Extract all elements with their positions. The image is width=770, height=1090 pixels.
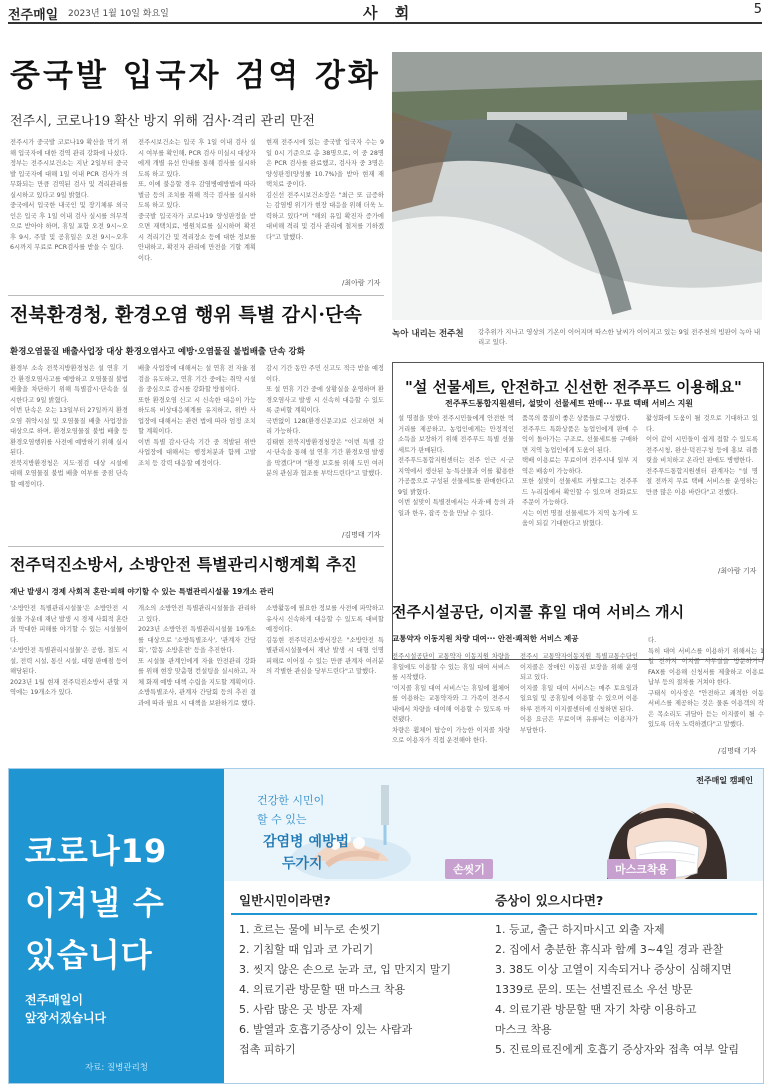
article2-subhead: 환경오염물질 배출사업장 대상 환경오염사고 예방·오염물질 불법배출 단속 강화 [10, 347, 305, 357]
divider [8, 295, 384, 296]
article1-column: 현재 전주시에 있는 중국발 입국자 수는 9일 0시 기준으로 총 38명으로, 이 중 28명은 PCR 검사를 완료했고, 검사자 중 3명은 양성판정(양성률 10.7%)을 받아 현재 재택치료 중이다. 김신선 전주시보건소장은 "최근 또 급증하는 감염병 위기가 현장 대응을 위해 더욱 노력하고 있다"며 "해외 유입 확진자 증가에 대비해 격리 및 검사 관리에 철저를 기하겠다"고 말했다. [266, 139, 384, 241]
list-item: 6. 발열과 호흡기증상이 있는 사람과 [239, 1023, 413, 1036]
article5-subhead: 교통약자 이동지원 차량 대여··· 안전·쾌적한 서비스 제공 [392, 634, 579, 643]
photo-caption: 강추위가 지나고 영상의 기온이 이어지며 따스한 날씨가 이어지고 있는 9일 전주천의 빙판이 녹아 내리고 있다. [478, 328, 761, 346]
ad-headline: 감염병 예방법 [263, 834, 350, 850]
ad-tag-handwash: 손씻기 [445, 859, 493, 879]
list-item: 3. 씻지 않은 손으로 눈과 코, 입 만지지 말기 [239, 963, 451, 976]
list-item: 2. 집에서 충분한 휴식과 함께 3~4일 경과 관찰 [495, 943, 724, 956]
list-item: 2. 기침할 때 입과 코 가리기 [239, 943, 374, 956]
article4-column: 소방활동에 필요한 정보를 사전에 파악하고 유사시 신속하게 대응할 수 있도록 대비할 예정이다. 김동현 전주덕진소방서장은 "소방안전 특별관리시설물에서 재난 발생 시 대형 인명 피해로 이어질 수 있는 만큼 관계자 여러분의 각별한 관심을 당부드린다"고 말했다. [266, 605, 384, 675]
list-item: 1. 흐르는 물에 비누로 손씻기 [239, 923, 381, 936]
card1-title: 일반시민이라면? [239, 893, 331, 908]
article2-headline: 전북환경청, 환경오염 행위 특별 감시·단속 [10, 304, 362, 326]
list-item: 4. 의료기관 방문할 땐 마스크 착용 [239, 983, 406, 996]
article3-column: 품목의 품질이 좋은 상품들로 구성했다. 전주푸드 특화상품은 농업인에게 판매 수익이 돌아가는 구조로, 선물세트를 구매하면 지역 농업인에게 도움이 된다. 택배 이용료는 무료이며 전주시내 일부 지역은 배송이 가능하다. 또한 설맞이 선물세트 카탈로그는 전주푸드 누리집에서 확인할 수 있으며 전화로도 주문이 가능하다. 시는 이번 명절 선물세트가 지역 농가에 도움이 되길 기대한다고 밝혔다. [522, 415, 638, 527]
ad-card-symptomatic [487, 891, 757, 1071]
article5-byline: /김명태 기자 [718, 747, 757, 755]
divider [8, 546, 384, 547]
article5-column: 다. 특히 대여 서비스를 이용하기 위해서는 1일 전까지 이지콜 사무실을 방문하거나 FAX를 이용해 신청서를 제출하고 이용료 납부 등의 절차를 거쳐야 한다. 구태식 이사장은 "안전하고 쾌적한 이동 서비스를 제공하는 것은 물론 이용객의 작은 목소리도 귀담아 듣는 이지콜이 될 수 있도록 더욱 노력하겠다"고 말했다. [648, 637, 764, 728]
card2-title: 증상이 있으시다면? [495, 893, 604, 908]
article4-headline: 전주덕진소방서, 소방안전 특별관리시행계획 추진 [10, 555, 357, 574]
ad-campaign-label: 전주매일 캠페인 [696, 776, 753, 785]
list-item: 1. 등교, 출근 하지마시고 외출 자제 [495, 923, 665, 936]
article3-column: 활성화에 도움이 될 것으로 기대하고 있다. 이어 같이 시민들이 쉽게 접할 수 있도록 전주시청, 완산·덕진구청 등에 홍보 리플릿을 비치하고 온라인 판매도 병행한다. 전주푸드통합지원센터 관계자는 "설 명절 전까지 무료 택배 서비스를 운영하는 만큼 많은 이용 바란다"고 전했다. [646, 415, 758, 496]
list-item: 1339로 문의. 또는 선별진료소 우선 방문 [495, 983, 693, 996]
article5-column: 전주시 교통약자이동지원 특별교통수단인 이지콜은 장애인 이동권 보장을 위해 운영되고 있다. 이지콜 휴일 대여 서비스는 매주 토요일과 일요일 및 공휴일에 이용할 수 있으며 이용 하루 전까지 이지콜센터에 신청하면 된다. 이용 요금은 무료이며 유류비는 이용자가 부담한다. [520, 653, 638, 734]
ad-source: 자료: 질병관리청 [84, 1063, 149, 1073]
covid-campaign-ad [8, 768, 764, 1084]
article1-subhead: 전주시, 코로나19 확산 방지 위해 검사·격리 관리 만전 [10, 114, 315, 129]
list-item: 5. 사람 많은 곳 방문 자제 [239, 1003, 363, 1016]
article3-subhead: 전주푸드통합지원센터, 설맞이 선물세트 판매··· 무료 택배 서비스 지원 [445, 399, 694, 408]
ad-slogan: 전주매일이 앞장서겠습니다 [25, 993, 107, 1025]
issue-date: 2023년 1월 10일 화요일 [68, 9, 169, 19]
article2-column: 감시 기간 동안 주민 신고도 적극 받을 예정이다. 또 설 연휴 기간 중에 상황실을 운영하며 환경오염사고 발생 시 신속히 대응할 수 있도록 준비할 계획이다. 국번없이 128(환경신문고)로 신고하면 처리 가능하다. 김태현 전북지방환경청장은 "이번 특별 감시·단속을 통해 설 연휴 기간 환경오염 발생을 막겠다"며 "환경 보호를 위해 도민 여러분의 관심과 협조를 부탁드린다"고 말했다. [266, 365, 384, 477]
ad-title: 코로나19 이겨낼 수 있습니다 [25, 832, 168, 974]
card2-rule [487, 913, 757, 915]
list-item: 3. 38도 이상 고열이 지속되거나 증상이 심해지면 [495, 963, 732, 976]
article1-column: 전주시보건소는 입국 후 1일 이내 검사 실시 여부를 확인해, PCR 검사 미실시 대상자에게 개별 유선 안내를 통해 검사를 실시하도록 하고 있다. 또, 이에 불응할 경우 감염병예방법에 따라 벌금 등의 조치를 취해 적극 검사를 실시하도록 하고 있다. 중국발 입국자가 코로나19 양성판정을 받으면 재택치료, 병원치료를 실시하며 확진 시 격리기간 및 격리장소 등에 대한 정보를 안내하고, 확진자 관리에 만전을 기할 계획이다. [138, 139, 256, 262]
article2-column: 배출 사업장에 대해서는 설 연휴 전 자율 점검을 유도하고, 연휴 기간 중에는 취약 시설을 중심으로 감시를 강화할 방침이다. 또한 환경오염 신고 시 신속한 대응이 가능하도록 비상대응체계를 유지하고, 위반 사업장에 대해서는 관련 법에 따라 엄정 조치할 계획이다. 이번 특별 감시·단속 기간 중 적발된 위반 사업장에 대해서는 행정처분과 함께 고발 조치 등 강력 대응할 예정이다. [138, 365, 256, 467]
list-item: 마스크 착용 [495, 1023, 552, 1036]
card1-rule [231, 913, 491, 915]
article2-column: 환경부 소속 전북지방환경청은 설 연휴 기간 환경오염사고를 예방하고 오염물질 불법배출을 차단하기 위해 특별감시·단속을 실시한다고 9일 밝혔다. 이번 단속은 오는 13일부터 27일까지 환경오염 취약시설 및 오염물질 배출 사업장을 대상으로 하며, 환경오염물질 불법 배출 등 환경오염행위를 사전에 예방하기 위해 실시된다. 전북지방환경청은 지도·점검 대상 시설에 대해 오염물질 불법 배출 여부를 중점 단속할 예정이다. [10, 365, 128, 488]
page-header [8, 0, 762, 24]
article4-column: 개소의 소방안전 특별관리시설물을 관리하고 있다. 2023년 소방안전 특별관리시설물 19개소를 대상으로 '소방특별조사', '관계자 간담회', '합동 소방훈련' 등을 추진한다. 또 시설물 관계인에게 자율 안전관리 강화를 위해 현장 맞춤형 컨설팅을 실시하고, 자체 화재 예방 대책 수립을 지도할 계획이다. 소방특별조사, 관계자 간담회 등의 추진 결과에 따라 필요 시 대책을 보완하기로 했다. [138, 605, 256, 707]
article5-column: 전주시설공단이 교통약자 이동지원 차량을 휴일에도 이용할 수 있는 휴일 대여 서비스를 시작했다. '이지콜 휴일 대여 서비스'는 휴일에 휠체어를 이용하는 교통약자와 그 가족이 전주시 내에서 차량을 대여해 이용할 수 있도록 마련됐다. 차량은 휠체어 탑승이 가능한 이지콜 차량으로 이용자가 직접 운전해야 한다. [392, 653, 510, 744]
photo-title: 녹아 내리는 전주천 [392, 329, 464, 339]
article3-headline: "설 선물세트, 안전하고 신선한 전주푸드 이용해요" [405, 378, 742, 396]
list-item: 접촉 피하기 [239, 1043, 296, 1056]
article3-byline: /최아람 기자 [718, 567, 757, 575]
article4-column: '소방안전 특별관리시설물'은 소방안전 시설물 가운데 재난 발생 시 경제 사회적 혼란과 막대한 피해를 야기할 수 있는 시설물이다. '소방안전 특별관리시설물'은 공항, 철도 시설, 전력 시설, 통신 시설, 대형 판매점 등이 해당된다. 2023년 1월 현재 전주덕진소방서 관할 지역에는 19개소가 있다. [10, 605, 128, 696]
section-title: 사 회 [363, 4, 416, 22]
ad-left-panel [9, 769, 224, 1084]
ad-headline-sub: 두가지 [282, 856, 323, 872]
ad-card-general-public [231, 891, 491, 1071]
article3-column: 설 명절을 맞아 전주시민들에게 안전한 먹거리를 제공하고, 농업인에게는 안정적인 소득을 보장하기 위해 전주푸드 특별 선물세트가 판매된다. 전주푸드통합지원센터는 전주 인근 시·군지역에서 생산된 농·특산물과 이를 활용한 가공품으로 구성된 선물세트를 판매한다고 9일 밝혔다. 이번 설맞이 특별전에서는 사과·배 등의 과일과 한우, 잡곡 등을 만날 수 있다. [398, 415, 514, 517]
brand-name: 전주매일 [8, 8, 59, 23]
list-item: 5. 진료의료진에게 호흡기 증상자와 접촉 여부 알림 [495, 1043, 739, 1056]
ad-tagline: 건강한 시민이 할 수 있는 [257, 794, 325, 826]
article2-byline: /김명태 기자 [342, 531, 381, 539]
page-number: 5 [753, 2, 762, 17]
article5-headline: 전주시설공단, 이지콜 휴일 대여 서비스 개시 [392, 603, 685, 621]
article1-headline: 중국발 입국자 검역 강화 [10, 58, 381, 94]
stream-photo [392, 52, 762, 320]
article1-column: 전주시가 중국발 코로나19 확산을 막기 위해 입국자에 대한 검역 관리 강화에 나섰다. 정부는 전주시보건소는 지난 2일부터 중국발 입국자에 대해 1일 이내 PCR 검사가 의무화되는 만큼 검역된 검사 및 격리관리를 실시하고 있다고 9일 밝혔다. 중국에서 입국한 내국인 및 장기체류 외국인은 입국 후 1일 이내 검사 실시를 의무적으로 받아야 하며, 휴일 포함 오전 9시~오후 9시, 주말 및 공휴일은 오전 9시~오후 6시까지 무료로 PCR검사를 받을 수 있다. [10, 139, 128, 251]
article1-byline: /최아람 기자 [342, 279, 381, 287]
list-item: 4. 의료기관 방문할 땐 자기 차량 이용하고 [495, 1003, 697, 1016]
thawing-stream-image [392, 52, 762, 320]
article4-subhead: 재난 발생시 경제 사회적 혼란·피해 야기할 수 있는 특별관리시설물 19개소 관리 [10, 587, 274, 596]
ad-tag-mask: 마스크착용 [607, 859, 676, 879]
